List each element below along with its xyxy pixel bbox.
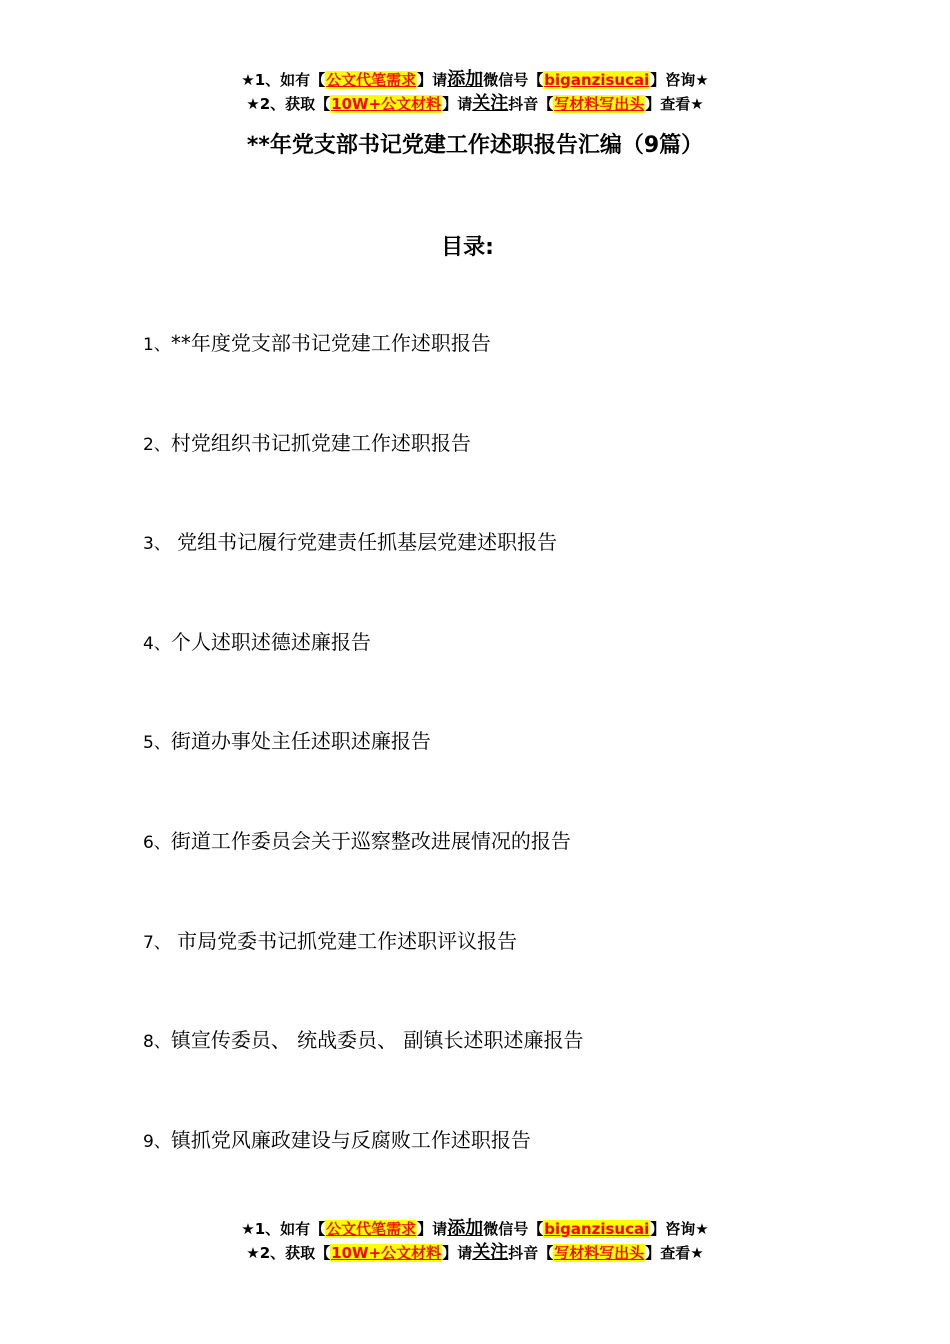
toc-item	[143, 826, 843, 926]
promo-text: ★2、获取【	[246, 1244, 331, 1262]
toc-item-number: 4、	[143, 633, 171, 654]
toc-heading: 目录:	[441, 235, 494, 260]
toc-item-text: **年度党支部书记党建工作述职报告	[170, 331, 491, 355]
promo-emphasis: 添加	[447, 1218, 484, 1239]
toc-item-text: 党组书记履行党建责任抓基层党建述职报告	[170, 530, 558, 555]
toc-item-text: 街道工作委员会关于巡察整改进展情况的报告	[170, 828, 571, 853]
promo-text: ★2、获取【	[246, 95, 331, 113]
promo-text: ★1、如有【	[241, 1220, 326, 1238]
toc-item-text: 市局党委书记抓党建工作述职评议报告	[170, 928, 518, 953]
toc-item	[143, 527, 843, 627]
toc-item	[143, 926, 843, 1026]
wechat-id-highlight: biganzisucai	[544, 71, 650, 89]
promo-highlight: 公文代笔需求	[326, 1220, 417, 1238]
toc-item-text: 个人述职述德述廉报告	[170, 629, 371, 654]
toc-item-number: 6、	[143, 832, 171, 853]
toc-item	[143, 1025, 843, 1125]
promo-text: 】查看★	[645, 1244, 704, 1262]
promo-text: 微信号【	[483, 71, 544, 89]
promo-banner-bottom	[0, 1217, 950, 1265]
promo-text: 】咨询★	[650, 1220, 709, 1238]
promo-emphasis: 关注	[472, 93, 509, 114]
wechat-id-highlight: biganzisucai	[544, 1220, 650, 1238]
promo-emphasis: 添加	[447, 69, 484, 90]
promo-highlight: 公文代笔需求	[326, 71, 417, 89]
document-title: **年党支部书记党建工作述职报告汇编（9篇）	[246, 133, 704, 158]
toc-item-number: 1、	[143, 335, 171, 355]
toc-item-number: 5、	[143, 733, 171, 754]
douyin-id-highlight: 写材料写出头	[554, 95, 645, 113]
toc-item-number: 2、	[143, 434, 171, 455]
promo-text: 】咨询★	[650, 71, 709, 89]
promo-banner-top	[0, 68, 950, 116]
toc-item	[143, 328, 843, 428]
toc-item-number: 8、	[143, 1032, 171, 1053]
promo-text: 】请	[442, 1244, 473, 1262]
promo-highlight: 10W+公文材料	[331, 95, 442, 113]
promo-text: 微信号【	[483, 1220, 544, 1238]
promo-text: 】请	[442, 95, 473, 113]
toc-item-text: 街道办事处主任述职述廉报告	[170, 729, 431, 754]
toc-item	[143, 428, 843, 528]
promo-line-2	[0, 92, 950, 116]
promo-text: 】查看★	[645, 95, 704, 113]
promo-line-2	[0, 1241, 950, 1265]
promo-text: 抖音【	[508, 1244, 554, 1262]
toc-item	[143, 627, 843, 727]
toc-item-number: 3、	[143, 534, 171, 555]
promo-highlight: 10W+公文材料	[331, 1244, 442, 1262]
promo-line-1	[0, 1217, 950, 1241]
douyin-id-highlight: 写材料写出头	[554, 1244, 645, 1262]
promo-emphasis: 关注	[472, 1242, 509, 1263]
toc-item-text: 村党组织书记抓党建工作述职报告	[170, 430, 471, 455]
promo-text: ★1、如有【	[241, 71, 326, 89]
promo-text: 】请	[417, 1220, 448, 1238]
promo-text: 抖音【	[508, 95, 554, 113]
toc-item	[143, 726, 843, 826]
promo-line-1	[0, 68, 950, 92]
toc-item-number: 9、	[143, 1131, 171, 1152]
toc-item-text: 镇宣传委员、 统战委员、 副镇长述职述廉报告	[170, 1028, 584, 1053]
toc-item	[143, 1125, 843, 1225]
table-of-contents	[143, 328, 843, 1224]
toc-item-text: 镇抓党风廉政建设与反腐败工作述职报告	[170, 1127, 531, 1152]
promo-text: 】请	[417, 71, 448, 89]
toc-item-number: 7、	[143, 932, 171, 953]
